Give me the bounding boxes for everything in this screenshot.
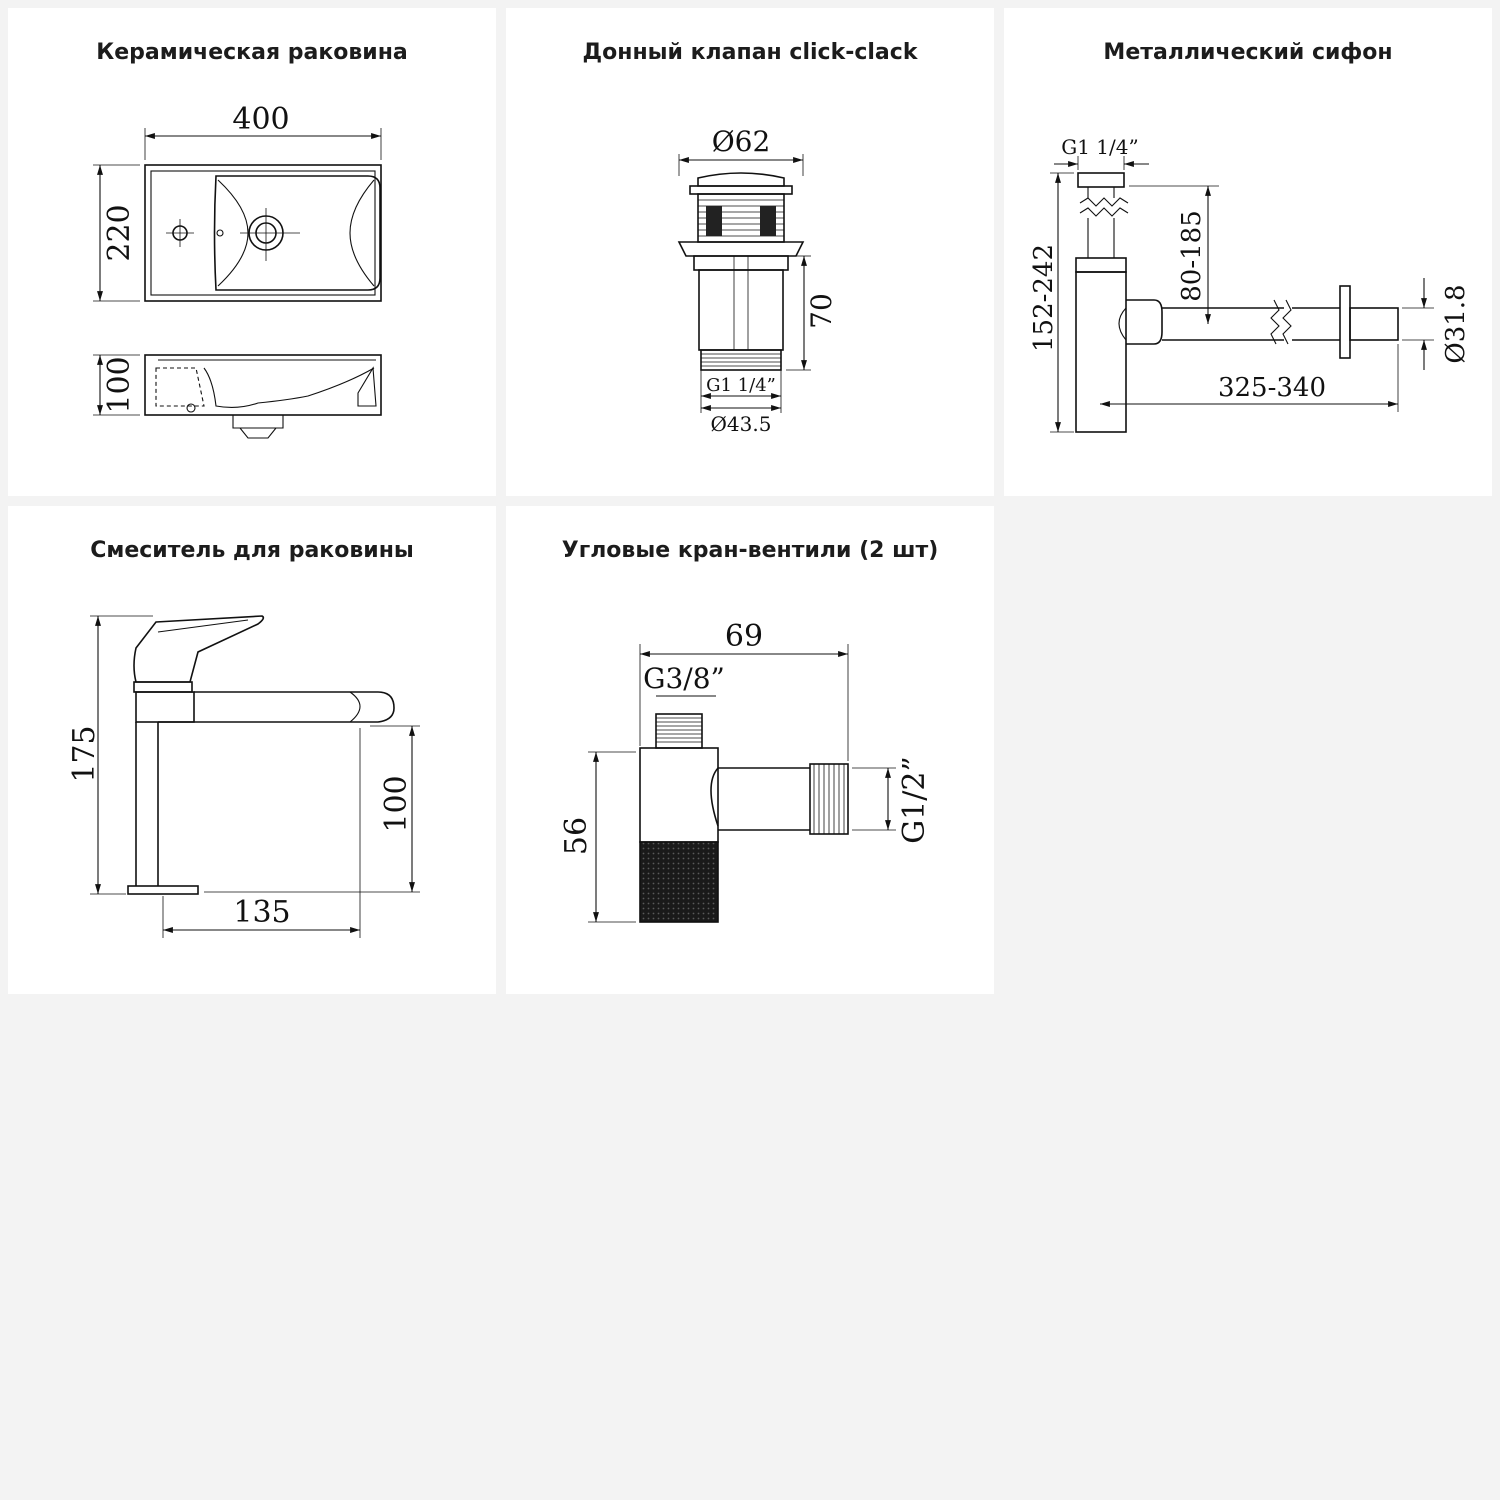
panel-title: Донный клапан click-clack — [582, 40, 918, 65]
panel-title: Смеситель для раковины — [90, 538, 414, 563]
panel-title: Угловые кран-вентили (2 шт) — [561, 538, 939, 563]
dim-diameter-bottom-label: Ø43.5 — [710, 412, 772, 436]
panel-title: Металлический сифон — [1103, 40, 1393, 65]
angle-valve-drawing — [506, 506, 994, 994]
dim-thread-label: G1 1/4” — [1061, 135, 1139, 159]
mixer-body — [128, 616, 394, 894]
panel-sink — [8, 8, 496, 496]
panel-title: Керамическая раковина — [96, 40, 408, 65]
panel-siphon — [1004, 8, 1492, 496]
dim-thread-out-label: G1/2” — [897, 756, 932, 844]
dim-diameter-label: Ø31.8 — [1441, 284, 1471, 364]
valve-drawing — [506, 8, 994, 496]
dim-width-label: 400 — [232, 102, 290, 137]
dim-height-range-label: 152-242 — [1029, 243, 1059, 353]
dim-diameter-top-label: Ø62 — [711, 125, 771, 158]
dim-spout-height-label: 100 — [379, 775, 414, 833]
dim-length-range-label: 325-340 — [1217, 373, 1327, 403]
dim-depth-label: 220 — [102, 204, 137, 262]
mixer-drawing — [8, 506, 496, 994]
dim-height-label: 70 — [805, 293, 838, 329]
panel-mixer — [8, 506, 496, 994]
dim-height-label: 56 — [559, 816, 594, 856]
panel-valve — [506, 8, 994, 496]
dim-height-line — [588, 752, 636, 922]
siphon-drawing — [1004, 8, 1492, 496]
dim-diameter-line — [1402, 278, 1434, 370]
dim-reach-label: 135 — [233, 895, 291, 930]
valve-body — [679, 173, 803, 370]
dim-length-label: 69 — [724, 619, 764, 654]
dim-thread-out-line — [852, 768, 896, 830]
dim-height-label: 100 — [102, 356, 137, 414]
dim-outlet-range-label: 80-185 — [1177, 210, 1207, 302]
dim-height-label: 175 — [67, 725, 102, 783]
dim-thread-label: G1 1/4” — [706, 375, 776, 396]
panel-angle-valve — [506, 506, 994, 994]
sink-top-view — [145, 165, 381, 301]
angle-valve-body — [640, 714, 848, 922]
sink-drawing — [8, 8, 496, 496]
sink-side-view — [145, 355, 381, 438]
dim-thread-in-label: G3/8” — [643, 662, 725, 695]
